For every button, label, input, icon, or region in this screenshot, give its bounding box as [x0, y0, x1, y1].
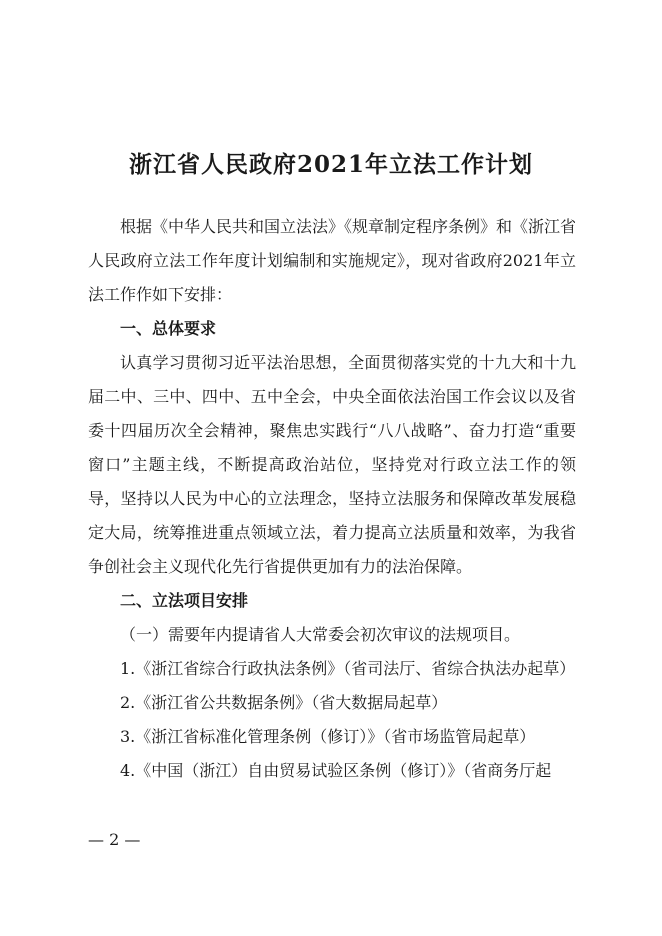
- section1-paragraph: 认真学习贯彻习近平法治思想，全面贯彻落实党的十九大和十九届二中、三中、四中、五中全会，中央全面依法治国工作会议以及省委十四届历次全会精神，聚焦忠实践行“八八战略”、奋力打造“重要窗口”主题主线，不断提高政治站位，坚持党对行政立法工作的领导，坚持以人民为中心的立法理念，坚持立法服务和保障改革发展稳定大局，统筹推进重点领域立法，着力提高立法质量和效率，为我省争创社会主义现代化先行省提供更加有力的法治保障。: [88, 353, 576, 576]
- list-item: 1.《浙江省综合行政执法条例》（省司法厅、省综合执法办起草）: [120, 659, 576, 678]
- list-item: 3.《浙江省标准化管理条例（修订）》（省市场监管局起草）: [120, 727, 536, 746]
- list-item: 2.《浙江省公共数据条例》（省大数据局起草）: [120, 693, 448, 712]
- document-title: 浙江省人民政府2021年立法工作计划: [128, 151, 533, 178]
- intro-paragraph: 根据《中华人民共和国立法法》《规章制定程序条例》和《浙江省人民政府立法工作年度计划编制和实施规定》，现对省政府2021年立法工作作如下安排：: [88, 217, 577, 304]
- page-number: — 2 —: [88, 830, 141, 849]
- subsection1-label: （一）需要年内提请省人大常委会初次审议的法规项目。: [120, 625, 521, 644]
- section2-heading: 二、立法项目安排: [120, 591, 249, 610]
- section1-heading: 一、总体要求: [120, 319, 217, 338]
- document-body: [88, 210, 576, 788]
- list-item: 4.《中国（浙江）自由贸易试验区条例（修订）》（省商务厅起: [120, 761, 552, 780]
